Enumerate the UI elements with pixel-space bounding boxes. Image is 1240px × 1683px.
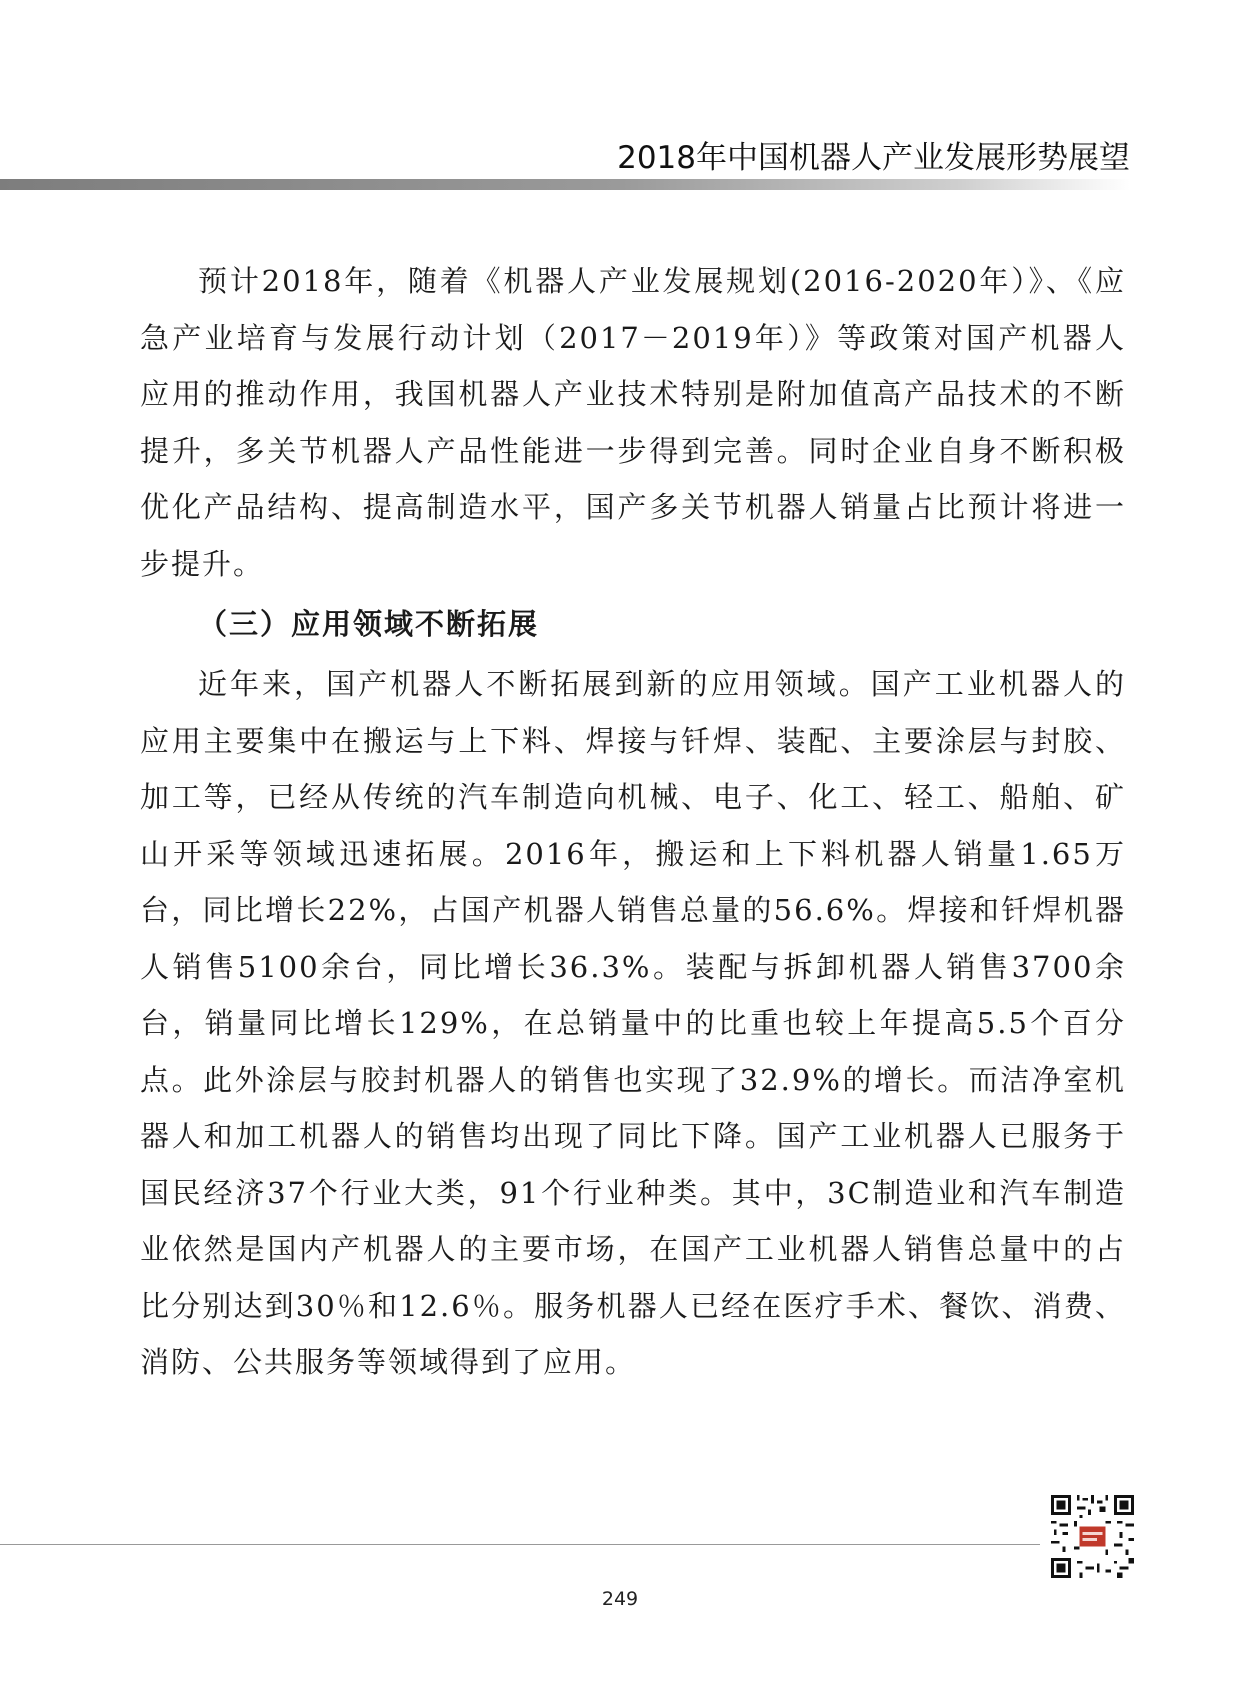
header-divider [0, 179, 1130, 190]
body-paragraph-2: 近年来，国产机器人不断拓展到新的应用领域。国产工业机器人的应用主要集中在搬运与上下料、焊接与钎焊、装配、主要涂层与封胶、加工等，已经从传统的汽车制造向机械、电子、化工、轻工、船舶、矿山开采等领域迅速拓展。2016年，搬运和上下料机器人销量1.65万台，同比增长22%，占国产机器人销售总量的56.6%。焊接和钎焊机器人销售5100余台，同比增长36.3%。装配与拆卸机器人销售3700余台，销量同比增长129%，在总销量中的比重也较上年提高5.5个百分点。此外涂层与胶封机器人的销售也实现了32.9%的增长。而洁净室机器人和加工机器人的销售均出现了同比下降。国产工业机器人已服务于国民经济37个行业大类，91个行业种类。其中，3C制造业和汽车制造业依然是国内产机器人的主要市场，在国产工业机器人销售总量中的占比分别达到30％和12.6％。服务机器人已经在医疗手术、餐饮、消费、消防、公共服务等领域得到了应用。 [140, 667, 1126, 1379]
qr-code-icon [1051, 1495, 1134, 1578]
body-paragraph-1: 预计2018年，随着《机器人产业发展规划(2016-2020年）》、《应急产业培育与发展行动计划（2017－2019年）》等政策对国产机器人应用的推动作用，我国机器人产业技术特别是附加值高产品技术的不断提升，多关节机器人产品性能进一步得到完善。同时企业自身不断积极优化产品结构、提高制造水平，国产多关节机器人销量占比预计将进一步提升。 [140, 264, 1126, 581]
running-header-title: 2018年中国机器人产业发展形势展望 [617, 140, 1130, 176]
page-body [140, 253, 1126, 1391]
footer-divider [0, 1544, 1040, 1545]
page-number: 249 [601, 1588, 639, 1610]
section-heading: （三）应用领域不断拓展 [198, 607, 540, 641]
